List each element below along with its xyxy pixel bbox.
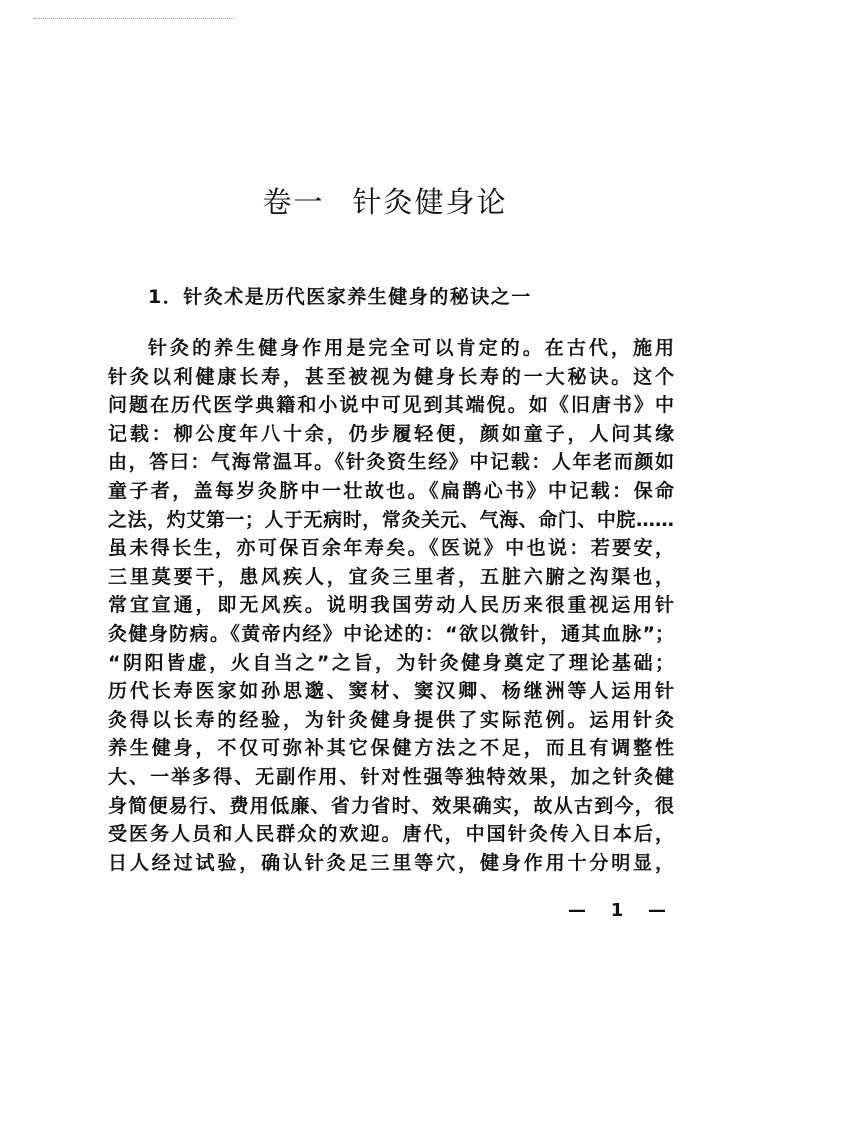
text-line: 问题在历代医学典籍和小说中可见到其端倪。如《旧唐书》中 bbox=[108, 394, 674, 417]
text-line: 针灸的养生健身作用是完全可以肯定的。在古代，施用 bbox=[148, 337, 674, 359]
text-line: 虽未得长生，亦可保百余年寿矣。《医说》中也说：若要安， bbox=[108, 537, 674, 560]
chapter-volume: 卷一 bbox=[262, 185, 325, 219]
text-line: 童子者，盖每岁灸脐中一壮故也。《扁鹊心书》中记载：保命 bbox=[108, 479, 674, 502]
text-line: 历代长寿医家如孙思邈、窦材、窦汉卿、杨继洲等人运用针 bbox=[108, 680, 674, 703]
chapter-title bbox=[0, 180, 770, 221]
page-number: — 1 — bbox=[568, 900, 666, 921]
body-text bbox=[108, 334, 674, 877]
text-line: 之法，灼艾第一；人于无病时，常灸关元、气海、命门、中脘…… bbox=[108, 508, 674, 531]
text-line: 养生健身，不仅可弥补其它保健方法之不足，而且有调整性 bbox=[108, 737, 674, 760]
text-line: 针灸以利健康长寿，甚至被视为健身长寿的一大秘诀。这个 bbox=[108, 365, 674, 388]
text-line: 日人经过试验，确认针灸足三里等穴，健身作用十分明显， bbox=[108, 851, 674, 874]
chapter-name: 针灸健身论 bbox=[352, 185, 508, 219]
text-line: 大、一举多得、无副作用、针对性强等独特效果，加之针灸健 bbox=[108, 765, 674, 788]
text-line: “阴阳皆虚，火自当之”之旨，为针灸健身奠定了理论基础； bbox=[108, 651, 674, 674]
section-heading: 1．针灸术是历代医家养生健身的秘诀之一 bbox=[148, 286, 532, 308]
text-line: 常宜宣通，即无风疾。说明我国劳动人民历来很重视运用针 bbox=[108, 594, 674, 617]
text-line: 三里莫要干，患风疾人，宜灸三里者，五脏六腑之沟渠也， bbox=[108, 565, 674, 588]
text-line: 由，答曰：气海常温耳。《针灸资生经》中记载：人年老而颜如 bbox=[108, 451, 674, 474]
scan-artifact bbox=[34, 18, 234, 21]
text-line: 灸得以长寿的经验，为针灸健身提供了实际范例。运用针灸 bbox=[108, 708, 674, 731]
text-line: 记载：柳公度年八十余，仍步履轻便，颜如童子，人问其缘 bbox=[108, 422, 674, 445]
text-line: 身简便易行、费用低廉、省力省时、效果确实，故从古到今，很 bbox=[108, 794, 674, 817]
text-line: 受医务人员和人民群众的欢迎。唐代，中国针灸传入日本后， bbox=[108, 823, 674, 846]
text-line: 灸健身防病。《黄帝内经》中论述的：“欲以微针，通其血脉”； bbox=[108, 622, 674, 645]
